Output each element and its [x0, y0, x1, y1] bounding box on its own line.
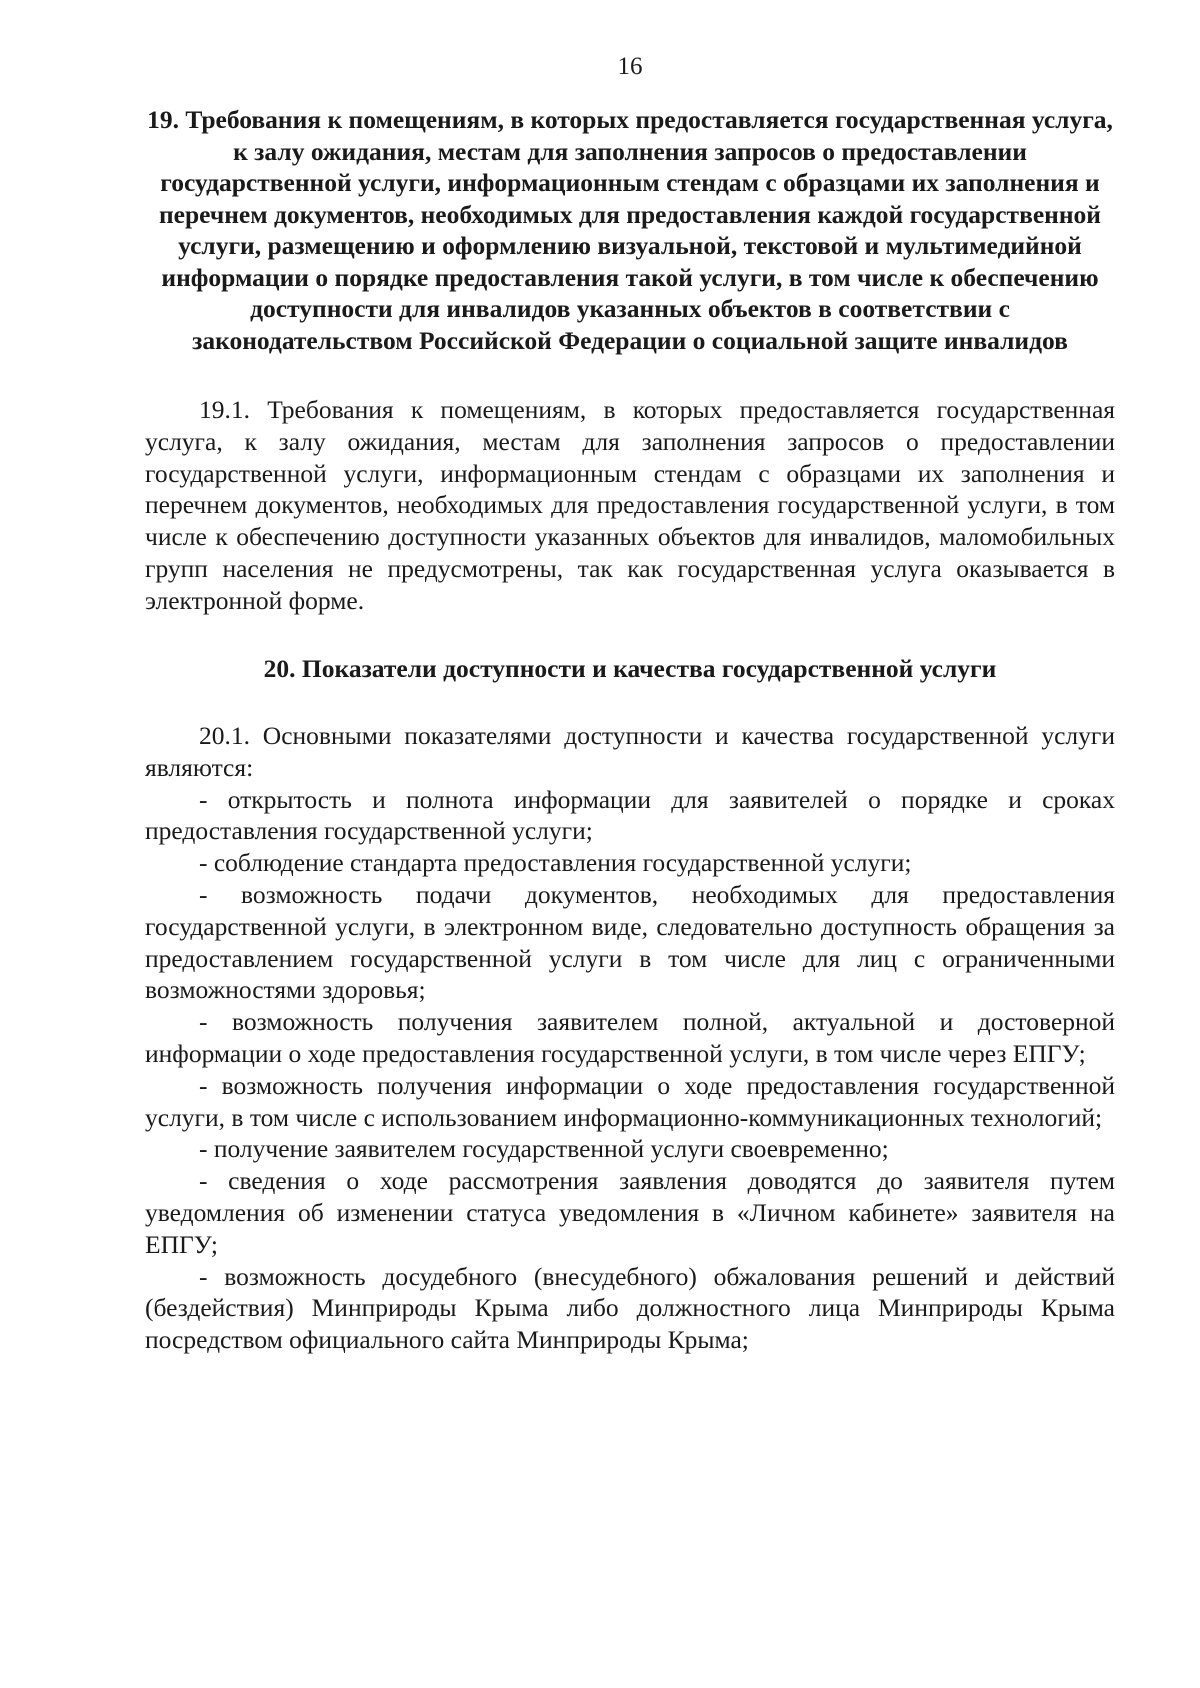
list-item: - сведения о ходе рассмотрения заявления доводятся до заявителя путем уведомления об изменении статуса уведомления в «Личном кабинете» заявителя на ЕПГУ;: [145, 1166, 1115, 1259]
list-item: - возможность получения заявителем полной, актуальной и достоверной информации о ходе предоставления государственной услуги, в том числе через ЕПГУ;: [145, 1007, 1115, 1069]
list-item: - возможность досудебного (внесудебного) обжалования решений и действий (бездействия) Минприроды Крыма либо должностного лица Минприроды Крыма посредством официального сайта Минприроды Крыма;: [145, 1261, 1115, 1355]
page-number: 16: [617, 53, 643, 80]
list-item: - получение заявителем государственной услуги своевременно;: [199, 1134, 889, 1164]
list-item: - возможность подачи документов, необходимых для предоставления государственной услуги, в электронном виде, следовательно доступность обращения за предоставлением государственной услуги в том числе для лиц с ограниченными возможностями здоровья;: [145, 880, 1115, 1005]
list-item: - соблюдение стандарта предоставления государственной услуги;: [199, 848, 912, 878]
section-19-heading: 19. Требования к помещениям, в которых предоставляется государственная услуга, к залу ожидания, местам для заполнения запросов о предоставлении государственной услуги, информационным стендам с образцами их заполнения и перечнем документов, необходимых для предоставления каждой государственной услуги, размещению и оформлению визуальной, текстовой и мультимедийной информации о порядке предоставления такой услуги, в том числе к обеспечению доступности для инвалидов указанных объектов в соответствии с законодательством Российской Федерации о социальной защите инвалидов: [147, 105, 1113, 355]
paragraph-19-1: 19.1. Требования к помещениям, в которых предоставляется государственная услуга, к залу ожидания, местам для заполнения запросов о предоставлении государственной услуги, информационным стендам с образцами их заполнения и перечнем документов, необходимых для предоставления государственной услуги, в том числе к обеспечению доступности указанных объектов для инвалидов, маломобильных групп населения не предусмотрены, так как государственная услуга оказывается в электронной форме.: [145, 395, 1115, 615]
list-item: - открытость и полнота информации для заявителей о порядке и сроках предоставления государственной услуги;: [145, 784, 1115, 846]
paragraph-20-1: 20.1. Основными показателями доступности и качества государственной услуги являются:: [145, 721, 1115, 782]
section-20-heading: 20. Показатели доступности и качества государственной услуги: [263, 653, 997, 683]
list-item: - возможность получения информации о ходе предоставления государственной услуги, в том числе с использованием информационно-коммуникационных технологий;: [145, 1070, 1115, 1132]
